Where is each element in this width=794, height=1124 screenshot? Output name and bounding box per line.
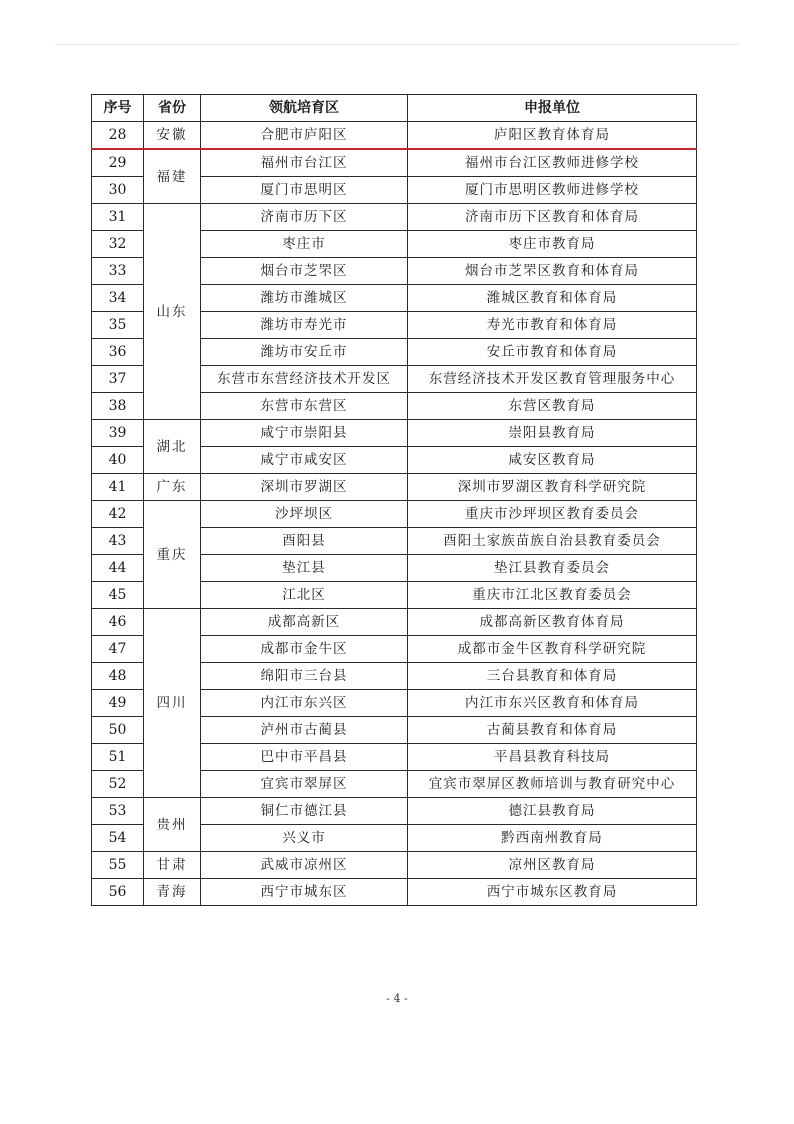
row-index: 48 xyxy=(92,663,144,690)
table-row xyxy=(92,609,697,636)
row-area: 西宁市城东区 xyxy=(201,879,408,906)
row-unit: 内江市东兴区教育和体育局 xyxy=(408,690,697,717)
row-area: 巴中市平昌县 xyxy=(201,744,408,771)
row-province: 甘肃 xyxy=(144,852,201,879)
row-area: 烟台市芝罘区 xyxy=(201,258,408,285)
row-area: 内江市东兴区 xyxy=(201,690,408,717)
row-index: 42 xyxy=(92,501,144,528)
row-index: 33 xyxy=(92,258,144,285)
row-unit: 三台县教育和体育局 xyxy=(408,663,697,690)
row-area: 济南市历下区 xyxy=(201,204,408,231)
row-index: 50 xyxy=(92,717,144,744)
row-unit: 酉阳土家族苗族自治县教育委员会 xyxy=(408,528,697,555)
row-unit: 垫江县教育委员会 xyxy=(408,555,697,582)
row-unit: 平昌县教育科技局 xyxy=(408,744,697,771)
row-province: 山东 xyxy=(144,204,201,420)
table-row xyxy=(92,420,697,447)
header-area: 领航培育区 xyxy=(201,95,408,122)
row-unit: 东营区教育局 xyxy=(408,393,697,420)
row-unit: 深圳市罗湖区教育科学研究院 xyxy=(408,474,697,501)
row-area: 咸宁市崇阳县 xyxy=(201,420,408,447)
row-index: 32 xyxy=(92,231,144,258)
header-index: 序号 xyxy=(92,95,144,122)
row-area: 厦门市思明区 xyxy=(201,177,408,204)
row-province: 贵州 xyxy=(144,798,201,852)
row-index: 38 xyxy=(92,393,144,420)
table-row xyxy=(92,798,697,825)
row-unit: 成都市金牛区教育科学研究院 xyxy=(408,636,697,663)
row-area: 东营市东营区 xyxy=(201,393,408,420)
row-area: 福州市台江区 xyxy=(201,149,408,177)
row-area: 潍坊市安丘市 xyxy=(201,339,408,366)
row-area: 潍坊市寿光市 xyxy=(201,312,408,339)
table-row xyxy=(92,852,697,879)
row-unit: 济南市历下区教育和体育局 xyxy=(408,204,697,231)
row-area: 宜宾市翠屏区 xyxy=(201,771,408,798)
table-body xyxy=(92,122,697,906)
row-index: 46 xyxy=(92,609,144,636)
row-index: 56 xyxy=(92,879,144,906)
row-unit: 重庆市江北区教育委员会 xyxy=(408,582,697,609)
row-index: 29 xyxy=(92,149,144,177)
row-index: 54 xyxy=(92,825,144,852)
row-unit: 德江县教育局 xyxy=(408,798,697,825)
page-top-rule xyxy=(55,44,739,45)
row-area: 潍坊市潍城区 xyxy=(201,285,408,312)
table-row xyxy=(92,501,697,528)
row-area: 江北区 xyxy=(201,582,408,609)
row-unit: 安丘市教育和体育局 xyxy=(408,339,697,366)
row-province: 湖北 xyxy=(144,420,201,474)
row-unit: 东营经济技术开发区教育管理服务中心 xyxy=(408,366,697,393)
row-unit: 宜宾市翠屏区教师培训与教育研究中心 xyxy=(408,771,697,798)
header-unit: 申报单位 xyxy=(408,95,697,122)
row-area: 绵阳市三台县 xyxy=(201,663,408,690)
row-unit: 庐阳区教育体育局 xyxy=(408,122,697,150)
row-index: 51 xyxy=(92,744,144,771)
page-number: - 4 - xyxy=(386,992,408,1005)
row-index: 35 xyxy=(92,312,144,339)
row-index: 40 xyxy=(92,447,144,474)
row-area: 枣庄市 xyxy=(201,231,408,258)
row-index: 49 xyxy=(92,690,144,717)
row-unit: 烟台市芝罘区教育和体育局 xyxy=(408,258,697,285)
row-area: 成都高新区 xyxy=(201,609,408,636)
table-header-row xyxy=(92,95,697,122)
row-area: 东营市东营经济技术开发区 xyxy=(201,366,408,393)
table-row xyxy=(92,149,697,177)
row-index: 44 xyxy=(92,555,144,582)
row-index: 53 xyxy=(92,798,144,825)
table-row xyxy=(92,122,697,150)
row-unit: 黔西南州教育局 xyxy=(408,825,697,852)
row-unit: 成都高新区教育体育局 xyxy=(408,609,697,636)
row-area: 泸州市古蔺县 xyxy=(201,717,408,744)
row-unit: 西宁市城东区教育局 xyxy=(408,879,697,906)
row-unit: 古蔺县教育和体育局 xyxy=(408,717,697,744)
row-index: 36 xyxy=(92,339,144,366)
table-row xyxy=(92,879,697,906)
row-province: 重庆 xyxy=(144,501,201,609)
row-area: 武威市凉州区 xyxy=(201,852,408,879)
row-index: 28 xyxy=(92,122,144,150)
row-index: 47 xyxy=(92,636,144,663)
row-index: 37 xyxy=(92,366,144,393)
roster-table xyxy=(91,94,697,906)
table-row xyxy=(92,474,697,501)
row-province: 广东 xyxy=(144,474,201,501)
table-row xyxy=(92,204,697,231)
row-unit: 寿光市教育和体育局 xyxy=(408,312,697,339)
row-index: 34 xyxy=(92,285,144,312)
row-index: 55 xyxy=(92,852,144,879)
row-index: 52 xyxy=(92,771,144,798)
row-unit: 凉州区教育局 xyxy=(408,852,697,879)
row-index: 30 xyxy=(92,177,144,204)
row-area: 酉阳县 xyxy=(201,528,408,555)
row-index: 43 xyxy=(92,528,144,555)
row-unit: 崇阳县教育局 xyxy=(408,420,697,447)
row-index: 39 xyxy=(92,420,144,447)
row-index: 45 xyxy=(92,582,144,609)
row-area: 兴义市 xyxy=(201,825,408,852)
row-unit: 重庆市沙坪坝区教育委员会 xyxy=(408,501,697,528)
row-province: 四川 xyxy=(144,609,201,798)
row-index: 31 xyxy=(92,204,144,231)
row-area: 垫江县 xyxy=(201,555,408,582)
row-unit: 咸安区教育局 xyxy=(408,447,697,474)
row-unit: 潍城区教育和体育局 xyxy=(408,285,697,312)
header-province: 省份 xyxy=(144,95,201,122)
row-province: 安徽 xyxy=(144,122,201,150)
row-unit: 厦门市思明区教师进修学校 xyxy=(408,177,697,204)
row-area: 成都市金牛区 xyxy=(201,636,408,663)
row-area: 深圳市罗湖区 xyxy=(201,474,408,501)
row-area: 沙坪坝区 xyxy=(201,501,408,528)
row-unit: 枣庄市教育局 xyxy=(408,231,697,258)
row-area: 铜仁市德江县 xyxy=(201,798,408,825)
row-province: 青海 xyxy=(144,879,201,906)
row-unit: 福州市台江区教师进修学校 xyxy=(408,149,697,177)
row-province: 福建 xyxy=(144,149,201,204)
row-area: 咸宁市咸安区 xyxy=(201,447,408,474)
row-index: 41 xyxy=(92,474,144,501)
row-area: 合肥市庐阳区 xyxy=(201,122,408,150)
